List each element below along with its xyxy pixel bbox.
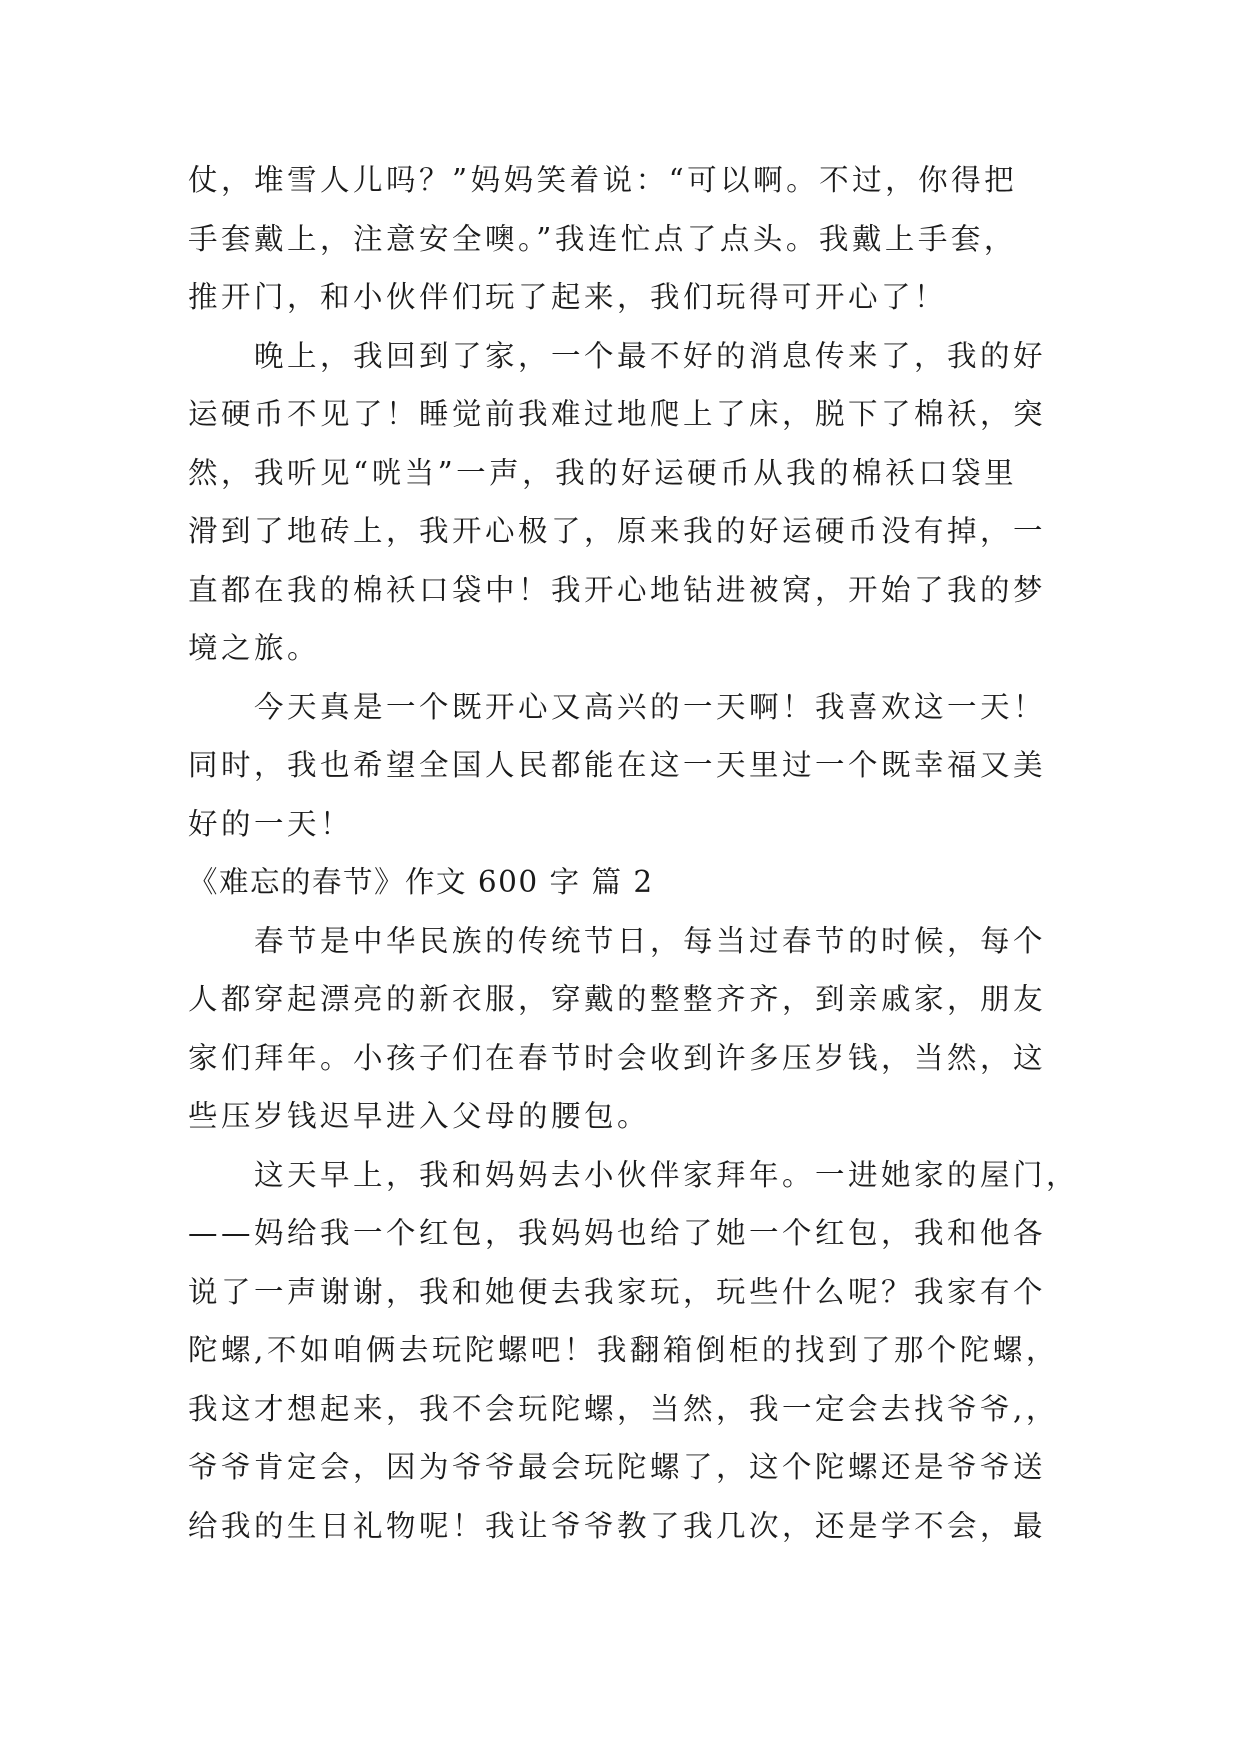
paragraph-line: 家们拜年。小孩子们在春节时会收到许多压岁钱，当然，这 [188,1040,1047,1075]
paragraph-line: 推开门，和小伙伴们玩了起来，我们玩得可开心了！ [188,280,948,314]
paragraph-line: 说了一声谢谢，我和她便去我家玩，玩些什么呢？我家有个 [188,1274,1047,1309]
paragraph-line: 手套戴上，注意安全噢。”我连忙点了点头。我戴上手套， [188,221,1017,256]
paragraph-line: 运硬币不见了！睡觉前我难过地爬上了床，脱下了棉袄，突 [188,397,1047,431]
paragraph-line: 滑到了地砖上，我开心极了，原来我的好运硬币没有掉，一 [188,514,1047,548]
paragraph-line: 今天真是一个既开心又高兴的一天啊！我喜欢这一天！ [188,689,1047,724]
paragraph-line: 陀螺,不如咱俩去玩陀螺吧！我翻箱倒柜的找到了那个陀螺， [188,1333,1059,1367]
paragraph-line: 然，我听见“咣当”一声，我的好运硬币从我的棉袄口袋里 [188,455,1018,490]
paragraph-line: 晚上，我回到了家，一个最不好的消息传来了，我的好 [188,338,1047,373]
essay-text [188,151,1080,1555]
paragraph-line: 我这才想起来，我不会玩陀螺，当然，我一定会去找爷爷,， [188,1391,1059,1426]
paragraph-line: 爷爷肯定会，因为爷爷最会玩陀螺了，这个陀螺还是爷爷送 [188,1450,1047,1484]
paragraph-line: 境之旅。 [188,631,321,665]
paragraph-line: 春节是中华民族的传统节日，每当过春节的时候，每个 [188,923,1047,958]
section-heading: 《难忘的春节》作文 600 字 篇 2 [188,865,654,899]
paragraph-line: 些压岁钱迟早进入父母的腰包。 [188,1099,651,1133]
paragraph-line: 人都穿起漂亮的新衣服，穿戴的整整齐齐，到亲戚家，朋友 [188,982,1047,1016]
paragraph-line: 仗，堆雪人儿吗？”妈妈笑着说：“可以啊。不过，你得把 [188,163,1018,197]
paragraph-line: 同时，我也希望全国人民都能在这一天里过一个既幸福又美 [188,748,1047,782]
paragraph-line: 给我的生日礼物呢！我让爷爷教了我几次，还是学不会，最 [188,1508,1047,1543]
paragraph-line: 好的一天！ [188,806,354,841]
paragraph-line: 直都在我的棉袄口袋中！我开心地钻进被窝，开始了我的梦 [188,572,1047,607]
paragraph-line: ——妈给我一个红包，我妈妈也给了她一个红包，我和他各 [188,1216,1047,1250]
paragraph-line: 这天早上，我和妈妈去小伙伴家拜年。一进她家的屋门， [188,1157,1080,1192]
